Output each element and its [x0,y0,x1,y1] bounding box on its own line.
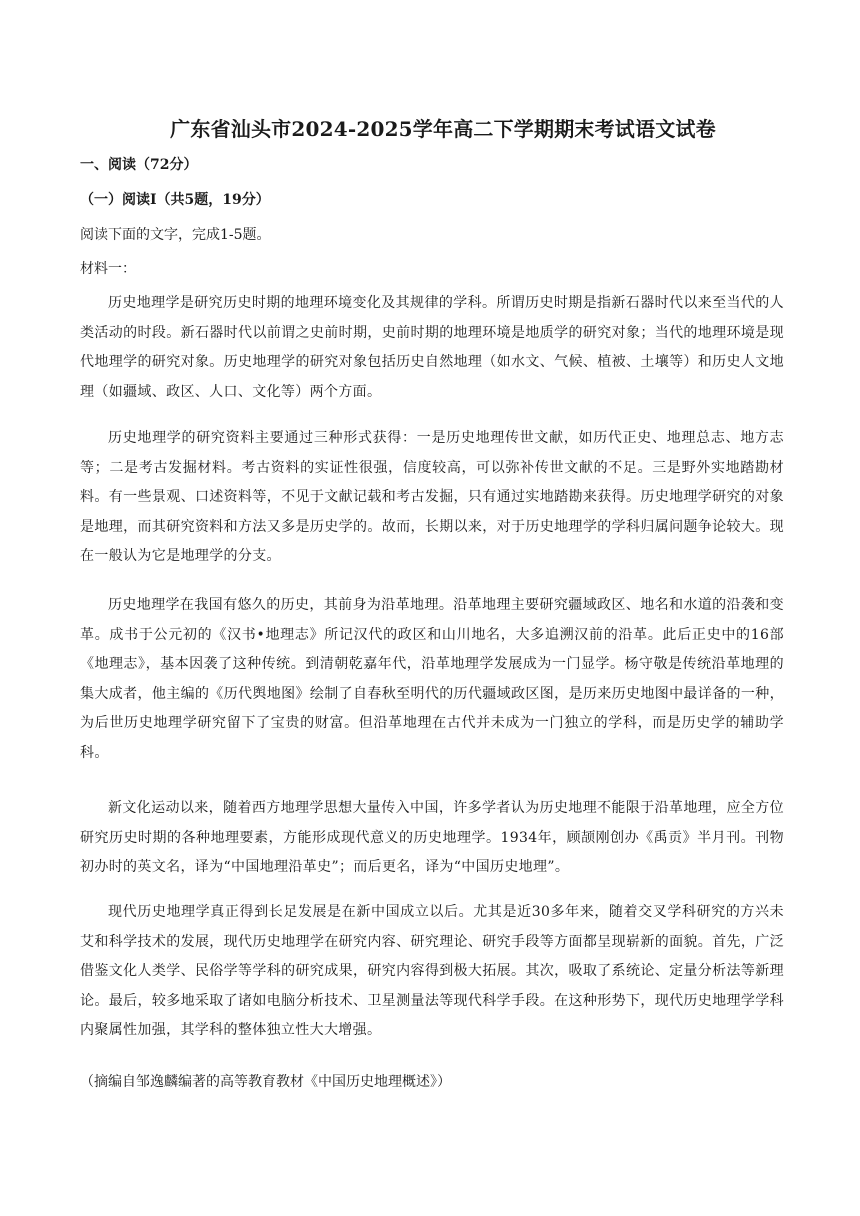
reading-instruction: 阅读下面的文字，完成1-5题。 [80,227,271,243]
material-label: 材料一： [80,261,136,277]
subsection-heading: （一）阅读Ⅰ（共5题，19分） [80,192,270,208]
paragraph-4: 新文化运动以来，随着西方地理学思想大量传入中国，许多学者认为历史地理不能限于沿革地理，应全方位研究历史时期的各种地理要素，方能形成现代意义的历史地理学。1934年，顾颉刚创办《禹贡》半月刊。刊物初办时的英文名，译为“中国地理沿革史”；而后更名，译为“中国历史地理”。 [80,800,784,875]
paragraph-1: 历史地理学是研究历史时期的地理环境变化及其规律的学科。所谓历史时期是指新石器时代以来至当代的人类活动的时段。新石器时代以前谓之史前时期，史前时期的地理环境是地质学的研究对象；当代的地理环境是现代地理学的研究对象。历史地理学的研究对象包括历史自然地理（如水文、气候、植被、土壤等）和历史人文地理（如疆域、政区、人口、文化等）两个方面。 [80,295,784,400]
paragraph-3: 历史地理学在我国有悠久的历史，其前身为沿革地理。沿革地理主要研究疆域政区、地名和水道的沿袭和变革。成书于公元初的《汉书•地理志》所记汉代的政区和山川地名，大多追溯汉前的沿革。此后正史中的16部《地理志》，基本因袭了这种传统。到清朝乾嘉年代，沿革地理学发展成为一门显学。杨守敬是传统沿革地理的集大成者，他主编的《历代舆地图》绘制了自春秋至明代的历代疆域政区图，是历来历史地图中最详备的一种，为后世历史地理学研究留下了宝贵的财富。但沿革地理在古代并未成为一门独立的学科，而是历史学的辅助学科。 [80,597,784,761]
source-note: （摘编自邹逸麟编著的高等教育教材《中国历史地理概述》） [80,1074,451,1090]
page-title: 广东省汕头市2024-2025学年高二下学期期末考试语文试卷 [170,117,716,141]
section-heading: 一、阅读（72分） [80,157,198,173]
paragraph-2: 历史地理学的研究资料主要通过三种形式获得：一是历史地理传世文献，如历代正史、地理总志、地方志等；二是考古发掘材料。考古资料的实证性很强，信度较高，可以弥补传世文献的不足。三是野外实地踏勘材料。有一些景观、口述资料等，不见于文献记载和考古发掘，只有通过实地踏勘来获得。历史地理学研究的对象是地理，而其研究资料和方法又多是历史学的。故而，长期以来，对于历史地理学的学科归属问题争论较大。现在一般认为它是地理学的分支。 [80,430,784,564]
paragraph-5: 现代历史地理学真正得到长足发展是在新中国成立以后。尤其是近30多年来，随着交叉学科研究的方兴未艾和科学技术的发展，现代历史地理学在研究内容、研究理论、研究手段等方面都呈现崭新的面貌。首先，广泛借鉴文化人类学、民俗学等学科的研究成果，研究内容得到极大拓展。其次，吸取了系统论、定量分析法等新理论。最后，较多地采取了诸如电脑分析技术、卫星测量法等现代科学手段。在这种形势下，现代历史地理学学科内聚属性加强，其学科的整体独立性大大增强。 [80,904,784,1038]
